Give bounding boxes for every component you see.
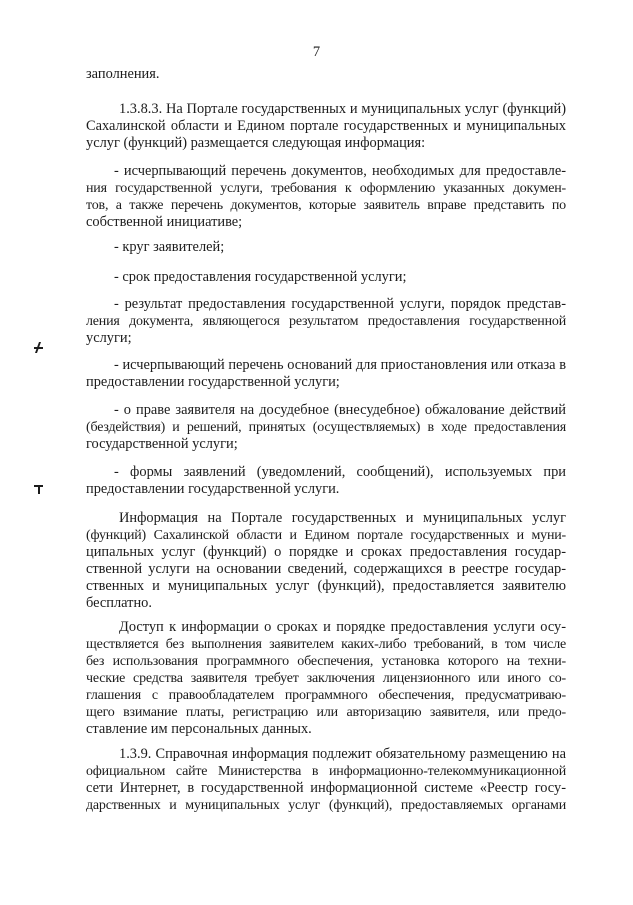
text-line: ления документа, являющегося результатом предоставления государственной [86, 314, 566, 329]
text-line: бесплатно. [86, 595, 152, 611]
text-line: ставление им персональных данных. [86, 721, 312, 737]
text-line: ственной услуги на основании сведений, содержащихся в реестре государ- [86, 561, 566, 577]
scan-mark-lower [34, 483, 44, 495]
text-line: - срок предоставления государственной услуги; [114, 269, 407, 285]
text-line: дарственных и муниципальных услуг (функций), предоставляемых органами [86, 798, 566, 813]
scan-mark-upper [34, 342, 44, 354]
text-line: заполнения. [86, 66, 160, 82]
text-line: ния государственной услуги, требования к оформлению указанных докумен- [86, 181, 566, 196]
text-line: Сахалинской области и Едином портале государственных и муниципальных [86, 118, 566, 134]
text-line: (бездействия) и решений, принятых (осуществляемых) в ходе предоставления [86, 420, 566, 435]
text-line: - исчерпывающий перечень оснований для приостановления или отказа в [114, 357, 566, 373]
text-line: 1.3.9. Справочная информация подлежит обязательному размещению на [119, 746, 566, 762]
text-line: ственных и муниципальных услуг (функций), предоставляется заявителю [86, 578, 566, 594]
text-line: официальном сайте Министерства в информационно-телекоммуникационной [86, 764, 566, 779]
text-line: глашения с правообладателем программного обеспечения, предусматриваю- [86, 688, 566, 703]
text-line: предоставлении государственной услуги; [86, 374, 340, 390]
text-line: сети Интернет, в государственной информационной системе «Реестр госу- [86, 780, 566, 796]
text-line: 1.3.8.3. На Портале государственных и муниципальных услуг (функций) [119, 101, 566, 117]
text-line: ческие средства заявителя требует заключения лицензионного или иного со- [86, 671, 566, 686]
text-line: - исчерпывающий перечень документов, необходимых для предоставле- [114, 163, 566, 179]
text-line: - результат предоставления государственной услуги, порядок представ- [114, 296, 566, 312]
text-line: тов, а также перечень документов, которые заявитель вправе представить по [86, 198, 566, 213]
text-line: ципальных услуг (функций) о порядке и сроках предоставления государ- [86, 544, 566, 560]
text-line: - круг заявителей; [114, 239, 225, 255]
text-line: - о праве заявителя на досудебное (внесудебное) обжалование действий [114, 402, 566, 418]
text-line: услуги; [86, 330, 132, 346]
text-line: собственной инициативе; [86, 214, 243, 230]
text-line: Информация на Портале государственных и муниципальных услуг [119, 510, 566, 526]
text-line: Доступ к информации о сроках и порядке предоставления услуги осу- [119, 619, 566, 635]
text-line: государственной услуги; [86, 436, 238, 452]
text-line: предоставлении государственной услуги. [86, 481, 340, 497]
page-number: 7 [312, 44, 321, 60]
text-line: без использования программного обеспечения, установка которого на техни- [86, 654, 566, 669]
text-line: - формы заявлений (уведомлений, сообщений), используемых при [114, 464, 566, 480]
text-line: услуг (функций) размещается следующая информация: [86, 135, 426, 151]
text-line: щего взимание платы, регистрацию или авторизацию заявителя, или предо- [86, 705, 566, 720]
text-line: (функций) Сахалинской области и Едином портале государственных и муни- [86, 528, 566, 543]
text-line: ществляется без выполнения заявителем каких-либо требований, в том числе [86, 637, 566, 652]
